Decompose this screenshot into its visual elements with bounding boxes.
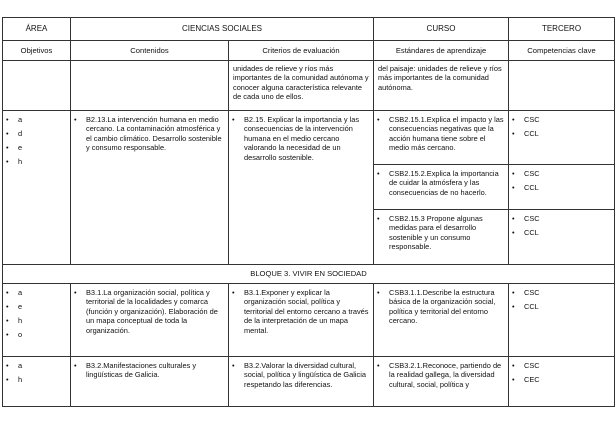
competencia-item: CCL (524, 182, 539, 192)
contenidos-cell: • B2.13.La intervención humana en medio cercano. La contaminación atmosférica y el cambio climático. Desarrollo sostenible y consumo responsable. (71, 111, 229, 265)
objetivos-header: Objetivos (3, 41, 71, 61)
objetivo-item: h (18, 156, 23, 166)
competencias-cell: • CSC • CEC (509, 357, 615, 407)
criterio-text: B2.15. Explicar la importancia y las consecuencias de la intervención humana en el medio cercano valorando la necesidad de un desarrollo sostenible. (244, 115, 360, 162)
contenido-text: B3.1.La organización social, política y territorial de la localidades y comarca (función y organización). Elaboración de un mapa conceptual de toda la organización. (86, 288, 218, 335)
competencia-item: CSC (524, 115, 540, 124)
competencia-item: CSC (524, 361, 540, 370)
contenidos-cell (71, 61, 229, 111)
objetivo-item: h (18, 374, 23, 384)
competencia-item: CSC (524, 169, 540, 178)
competencia-item: CCL (524, 227, 539, 237)
estandar-cell: • CSB2.15.1.Explica el impacto y las consecuencias negativas que la acción humana tiene sobre el medio más cercano. (374, 111, 509, 165)
contenido-text: B3.2.Manifestaciones culturales y lingüísticas de Galicia. (86, 361, 197, 380)
objetivos-cell: • a • e • h • o (3, 284, 71, 357)
estandar-cell: • CSB2.15.2.Explica la importancia de cuidar la atmósfera y las consecuencias de no hacerlo. (374, 165, 509, 210)
criterio-cell: • B2.15. Explicar la importancia y las consecuencias de la intervención humana en el medio cercano valorando la necesidad de un desarrollo sostenible. (229, 111, 374, 265)
table-row (3, 111, 615, 165)
criterio-cell: • B3.2.Valorar la diversidad cultural, social, política y lingüística de Galicia respetando las diferencias. (229, 357, 374, 407)
contenidos-cell: • B3.2.Manifestaciones culturales y lingüísticas de Galicia. (71, 357, 229, 407)
estandar-text: CSB3.1.1.Describe la estructura básica de la organización social, política y territorial del entorno cercano. (389, 288, 496, 326)
estandar-cell (374, 61, 509, 111)
objetivo-item: a (18, 115, 23, 124)
objetivo-item: a (18, 361, 23, 370)
estandar-text: CSB2.15.2.Explica la importancia de cuidar la atmósfera y las consecuencias de no hacerlo. (389, 169, 499, 197)
criterio-text: B3.2.Valorar la diversidad cultural, social, política y lingüística de Galicia respetando las diferencias. (244, 361, 367, 389)
criterio-text: unidades de relieve y ríos más importantes de la comunidad autónoma y conocer alguna característica relevante de cada uno de ellos. (233, 64, 369, 102)
subject-header: CIENCIAS SOCIALES (71, 18, 374, 41)
estandar-text: CSB2.15.1.Explica el impacto y las consecuencias negativas que la acción humana tiene sobre el medio más cercano. (389, 115, 504, 153)
competencias-cell: • CSC • CCL (509, 210, 615, 265)
estandar-text: del paisaje: unidades de relieve y ríos más importantes de la comunidad autónoma. (378, 64, 502, 92)
continuation-row (3, 61, 615, 111)
competencias-header: Competencias clave (509, 41, 615, 61)
estandar-cell: • CSB3.1.1.Describe la estructura básica de la organización social, política y territorial del entorno cercano. (374, 284, 509, 357)
block-title: BLOQUE 3. VIVIR EN SOCIEDAD (3, 265, 615, 284)
header-row (3, 18, 615, 41)
objetivo-item: d (18, 128, 23, 138)
table-row (3, 284, 615, 357)
objetivo-item: a (18, 288, 23, 297)
contenido-text: B2.13.La intervención humana en medio cercano. La contaminación atmosférica y el cambio climático. Desarrollo sostenible y consumo responsable. (86, 115, 222, 153)
subheader-row (3, 41, 615, 61)
contenidos-cell: • B3.1.La organización social, política y territorial de la localidades y comarca (función y organización). Elaboración de un mapa conceptual de toda la organización. (71, 284, 229, 357)
criterios-header: Criterios de evaluación (229, 41, 374, 61)
objetivo-item: e (18, 142, 23, 152)
objetivos-cell (3, 61, 71, 111)
course-value: TERCERO (509, 18, 615, 41)
estandar-cell: • CSB2.15.3 Propone algunas medidas para el desarrollo sostenible y un consumo responsable. (374, 210, 509, 265)
competencias-cell: • CSC • CCL (509, 165, 615, 210)
estandares-header: Estándares de aprendizaje (374, 41, 509, 61)
estandar-cell: • CSB3.2.1.Reconoce, partiendo de la realidad gallega, la diversidad cultural, social, política y (374, 357, 509, 407)
contenidos-header: Contenidos (71, 41, 229, 61)
objetivo-item: e (18, 301, 23, 311)
estandar-text: CSB3.2.1.Reconoce, partiendo de la realidad gallega, la diversidad cultural, social, política y (389, 361, 502, 389)
competencias-cell: • CSC • CCL (509, 284, 615, 357)
objetivo-item: o (18, 329, 23, 339)
competencias-cell (509, 61, 615, 111)
curriculum-table (2, 17, 615, 407)
competencia-item: CCL (524, 128, 539, 138)
competencia-item: CSC (524, 288, 540, 297)
estandar-text: CSB2.15.3 Propone algunas medidas para el desarrollo sostenible y un consumo responsable. (389, 214, 483, 252)
area-header: ÁREA (3, 18, 71, 41)
competencia-item: CCL (524, 301, 539, 311)
competencia-item: CSC (524, 214, 540, 223)
competencia-item: CEC (524, 374, 540, 384)
block-title-row (3, 265, 615, 284)
competencias-cell: • CSC • CCL (509, 111, 615, 165)
objetivos-cell: • a • h (3, 357, 71, 407)
course-label: CURSO (374, 18, 509, 41)
table-row (3, 357, 615, 407)
criterio-text: B3.1.Exponer y explicar la organización social, política y territorial del entorno cercano a través de la interpretación de un mapa mental. (244, 288, 369, 335)
criterio-cell (229, 61, 374, 111)
objetivos-cell: • a • d • e • h (3, 111, 71, 265)
objetivo-item: h (18, 315, 23, 325)
criterio-cell: • B3.1.Exponer y explicar la organización social, política y territorial del entorno cercano a través de la interpretación de un mapa mental. (229, 284, 374, 357)
